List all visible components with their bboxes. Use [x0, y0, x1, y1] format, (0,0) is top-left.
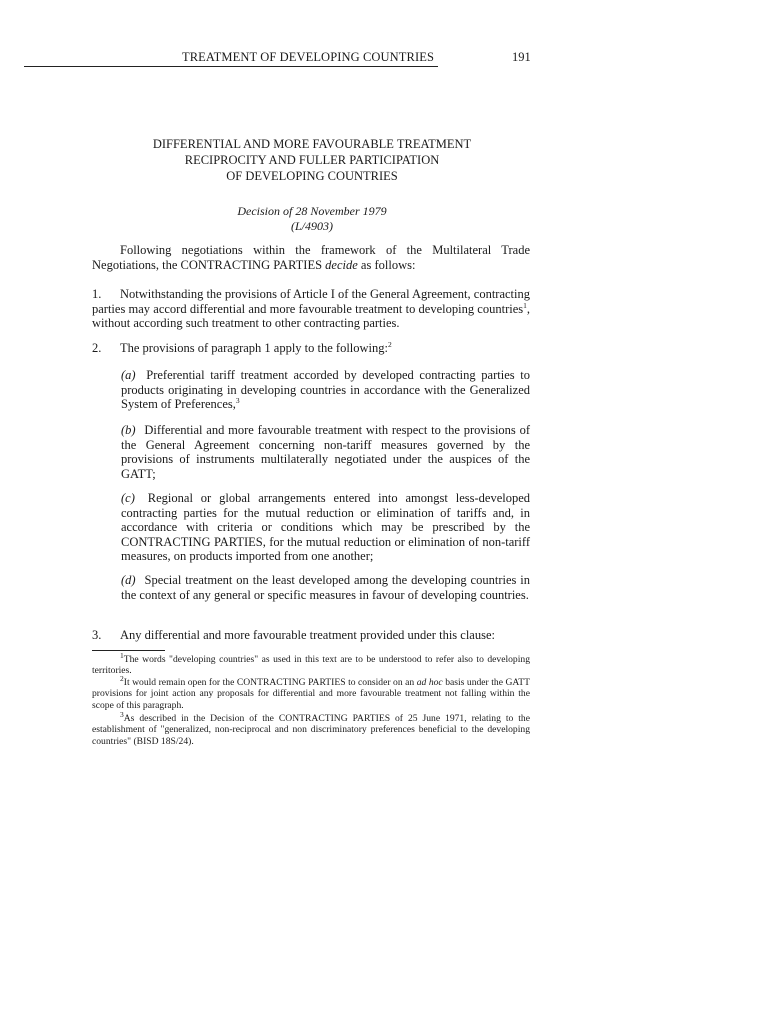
paragraph-2 [92, 341, 530, 356]
title-line-2: RECIPROCITY AND FULLER PARTICIPATION [184, 153, 440, 167]
footnote-ref-2: 2 [388, 339, 392, 349]
intro-text-after: as follows: [357, 257, 416, 272]
footnote-3-text: As described in the Decision of the CONTRACTING PARTIES of 25 June 1971, relating to the establishment of "generalized, non-reciprocal and non discriminatory preferences beneficial to the developing countries" (BISD 18S/24). [92, 713, 530, 747]
header-rule [24, 66, 438, 67]
subitem-b-letter: (b) [121, 423, 136, 437]
footnote-2-italic: ad hoc [416, 677, 443, 688]
title-line-1: DIFFERENTIAL AND MORE FAVOURABLE TREATMENT [152, 137, 472, 151]
subitem-a [121, 368, 530, 412]
decision-date: Decision of 28 November 1979 [237, 204, 387, 218]
footnote-2 [92, 673, 531, 711]
footnote-separator [92, 650, 165, 651]
paragraph-1-number: 1. [92, 287, 102, 301]
page-number: 191 [512, 50, 531, 64]
subitem-c [121, 491, 530, 564]
subitem-d-text: Special treatment on the least developed among the developing countries in the context of any general or specific measures in favour of developing countries. [121, 573, 531, 602]
footnote-3-mark: 3 [120, 709, 124, 719]
intro-paragraph [92, 243, 530, 272]
paragraph-2-number: 2. [92, 341, 102, 355]
footnote-3 [92, 709, 530, 747]
paragraph-1 [92, 287, 530, 331]
subitem-a-text: Preferential tariff treatment accorded by developed contracting parties to products originating in developing countries in accordance with the Generalized System of Preferences, [121, 368, 531, 412]
intro-text-before: Following negotiations within the framework of the Multilateral Trade Negotiations, the CONTRACTING PARTIES [92, 243, 530, 272]
footnote-1-mark: 1 [120, 650, 124, 660]
running-header-title: TREATMENT OF DEVELOPING COUNTRIES [182, 50, 435, 64]
subitem-c-text: Regional or global arrangements entered into amongst less-developed contracting parties for the mutual reduction or elimination of tariffs and, in accordance with criteria or conditions which may be prescribed by the CONTRACTING PARTIES, for the mutual reduction or elimination of non-tariff measures, on products imported from one another; [121, 491, 531, 564]
paragraph-3-text: Any differential and more favourable treatment provided under this clause: [120, 628, 495, 642]
footnote-1 [92, 650, 530, 677]
footnote-ref-3: 3 [235, 396, 240, 406]
paragraph-1-text: Notwithstanding the provisions of Article I of the General Agreement, contracting parties may accord differential and more favourable treatment to developing countries [92, 287, 530, 316]
footnote-ref-1: 1 [523, 300, 527, 310]
intro-italic-decide: decide [325, 257, 358, 272]
footnote-1-text: The words "developing countries" as used in this text are to be understood to refer also to developing territories. [92, 654, 530, 677]
subitem-b [121, 423, 530, 481]
footnote-2-text-end: basis under the GATT provisions for joint action any proposals for differential and more favourable treatment not falling within the scope of this paragraph. [92, 677, 531, 711]
paragraph-3 [92, 628, 530, 643]
paragraph-1-text-end: , without according such treatment to other contracting parties. [92, 301, 530, 331]
decision-info [92, 204, 532, 234]
footnote-2-text: It would remain open for the CONTRACTING PARTIES to consider on an [123, 677, 417, 688]
subitem-d [121, 573, 530, 602]
subitem-a-letter: (a) [121, 368, 136, 382]
decision-reference: (L/4903) [291, 219, 333, 233]
document-title [92, 136, 532, 184]
paragraph-3-number: 3. [92, 628, 102, 642]
title-line-3: OF DEVELOPING COUNTRIES [226, 169, 398, 183]
paragraph-2-text: The provisions of paragraph 1 apply to the following: [120, 341, 388, 355]
subitem-d-letter: (d) [121, 573, 136, 587]
subitem-c-letter: (c) [121, 491, 135, 505]
footnote-2-mark: 2 [120, 673, 124, 683]
subitem-b-text: Differential and more favourable treatment with respect to the provisions of the General Agreement concerning non-tariff measures governed by the provisions of instruments multilaterally negotiated under the auspices of the GATT; [121, 423, 531, 481]
